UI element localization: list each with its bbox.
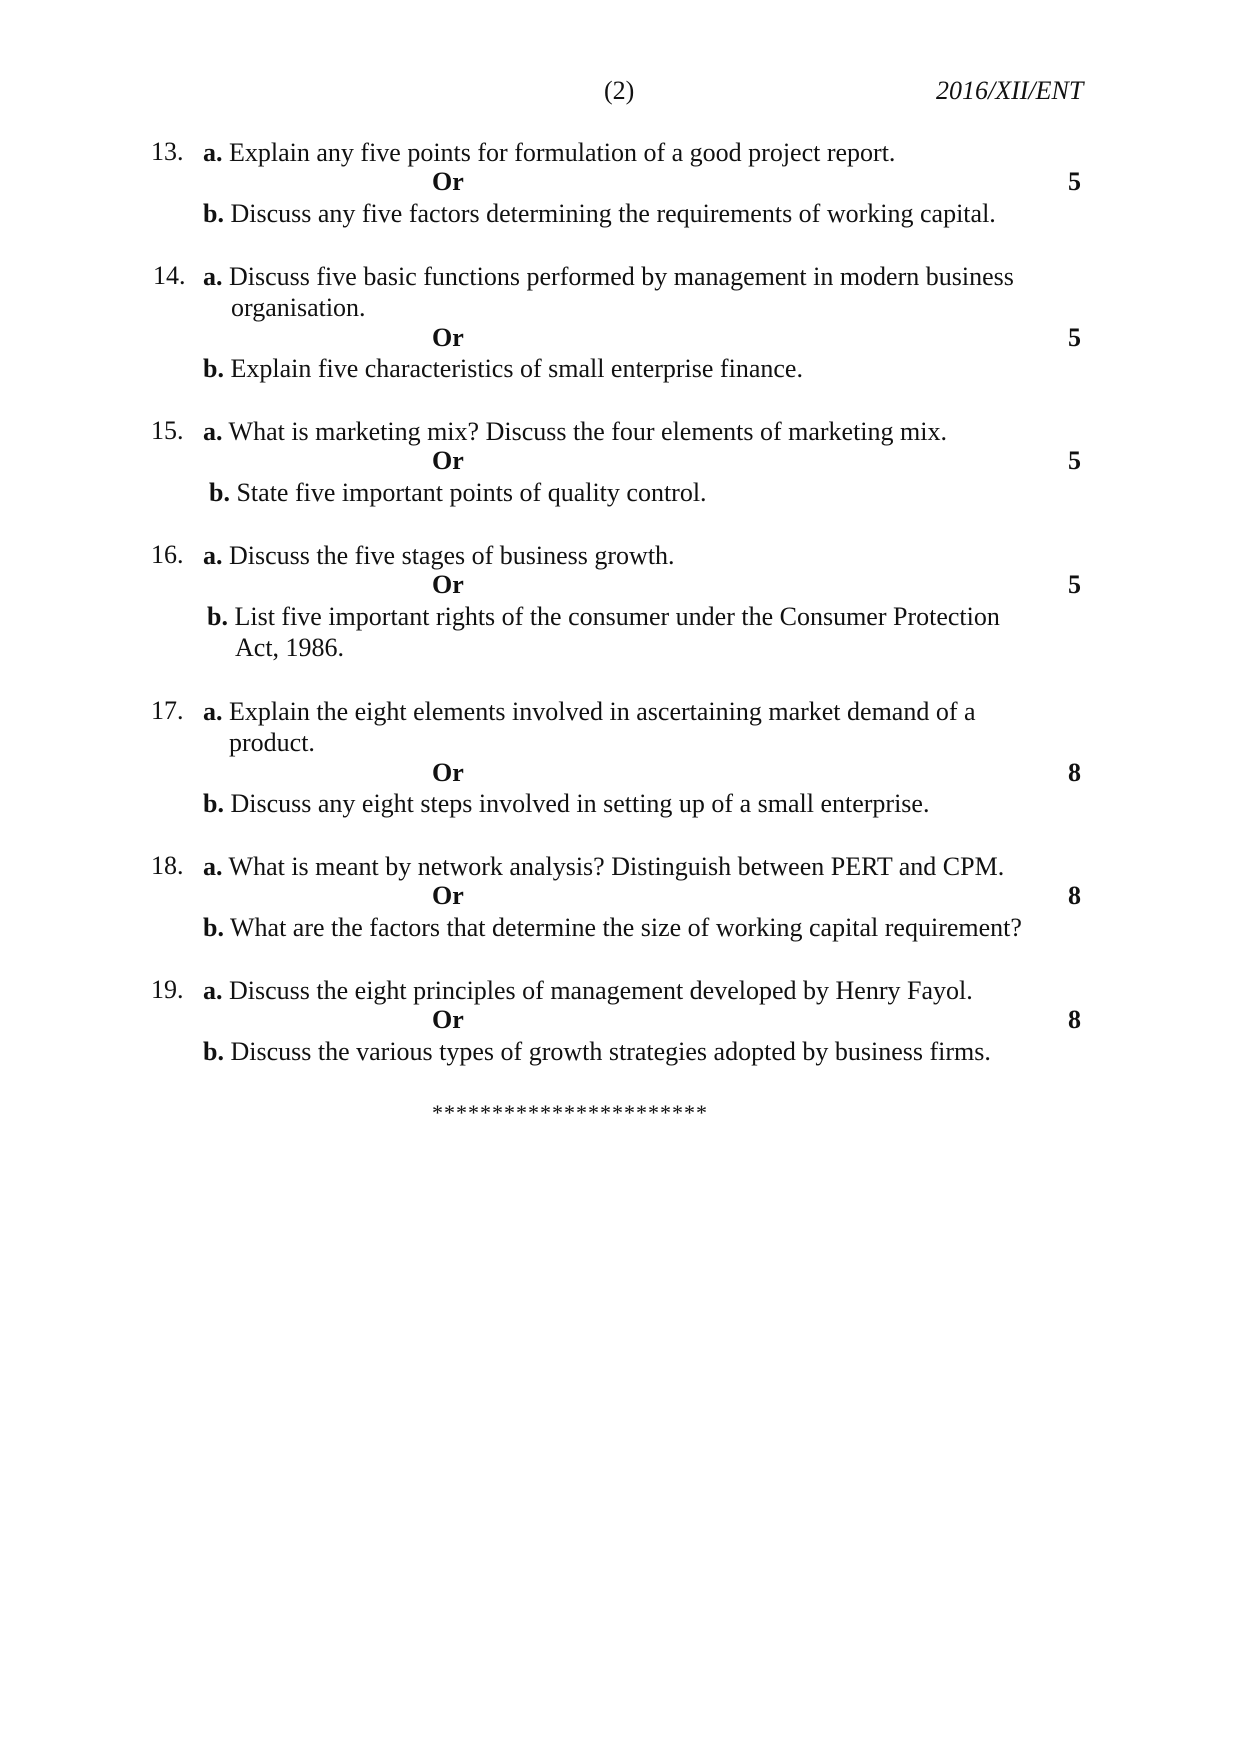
question-number: 17.	[151, 696, 184, 725]
option-a	[203, 137, 895, 168]
marks: 8	[1068, 881, 1081, 910]
or-separator: Or	[432, 323, 464, 352]
paper-code: 2016/XII/ENT	[936, 76, 1084, 105]
marks: 5	[1068, 167, 1081, 196]
option-b-label: b.	[203, 199, 224, 228]
option-b-continuation: Act, 1986.	[235, 633, 345, 662]
option-b	[203, 1036, 991, 1067]
or-separator: Or	[432, 167, 464, 196]
option-b-label: b.	[203, 789, 224, 818]
option-a-text: What is meant by network analysis? Distinguish between PERT and CPM.	[228, 852, 1005, 881]
question-number: 18.	[151, 851, 184, 880]
or-separator: Or	[432, 446, 464, 475]
option-b-text: List five important rights of the consumer under the Consumer Protection	[234, 602, 1000, 631]
question-number: 13.	[151, 137, 184, 166]
marks: 5	[1068, 570, 1081, 599]
option-a-text: Discuss five basic functions performed by management in modern business	[229, 262, 1014, 291]
option-a-label: a.	[203, 697, 223, 726]
option-b-text: State five important points of quality control.	[236, 478, 707, 507]
option-b	[203, 198, 996, 229]
option-a	[203, 696, 976, 758]
option-a	[203, 416, 947, 447]
option-a-text: Explain the eight elements involved in ascertaining market demand of a	[229, 697, 976, 726]
option-b	[203, 912, 1022, 943]
option-b-text: Discuss the various types of growth strategies adopted by business firms.	[230, 1037, 991, 1066]
option-b-label: b.	[207, 602, 228, 631]
option-a-label: a.	[203, 262, 223, 291]
question-number: 14.	[153, 261, 186, 290]
option-a-text: What is marketing mix? Discuss the four elements of marketing mix.	[228, 417, 947, 446]
option-b-text: Explain five characteristics of small enterprise finance.	[230, 354, 803, 383]
option-a-label: a.	[203, 417, 223, 446]
or-separator: Or	[432, 758, 464, 787]
option-a-label: a.	[203, 138, 223, 167]
or-separator: Or	[432, 1005, 464, 1034]
option-b-text: Discuss any eight steps involved in setting up of a small enterprise.	[230, 789, 930, 818]
or-separator: Or	[432, 570, 464, 599]
option-a	[203, 975, 973, 1006]
option-b	[207, 601, 1000, 663]
question-number: 19.	[151, 975, 184, 1004]
option-a-text: Explain any five points for formulation of a good project report.	[229, 138, 896, 167]
option-b-label: b.	[203, 1037, 224, 1066]
option-b-label: b.	[209, 478, 230, 507]
end-marker: ***********************	[432, 1100, 708, 1125]
option-b-label: b.	[203, 913, 224, 942]
marks: 8	[1068, 758, 1081, 787]
option-a	[203, 851, 1004, 882]
option-a-continuation: product.	[229, 728, 315, 757]
page-number: (2)	[604, 76, 635, 105]
option-a-text: Discuss the eight principles of management developed by Henry Fayol.	[229, 976, 973, 1005]
option-a-continuation: organisation.	[231, 293, 366, 322]
question-number: 16.	[151, 540, 184, 569]
option-a-label: a.	[203, 976, 223, 1005]
option-b-text: Discuss any five factors determining the requirements of working capital.	[230, 199, 996, 228]
option-a-label: a.	[203, 541, 223, 570]
option-a	[203, 261, 1014, 323]
marks: 8	[1068, 1005, 1081, 1034]
option-b	[203, 353, 803, 384]
option-b-text: What are the factors that determine the size of working capital requirement?	[230, 913, 1022, 942]
question-number: 15.	[151, 416, 184, 445]
option-a-label: a.	[203, 852, 223, 881]
option-a	[203, 540, 675, 571]
marks: 5	[1068, 446, 1081, 475]
option-b	[203, 788, 929, 819]
or-separator: Or	[432, 881, 464, 910]
option-b	[209, 477, 707, 508]
option-b-label: b.	[203, 354, 224, 383]
option-a-text: Discuss the five stages of business growth.	[229, 541, 675, 570]
marks: 5	[1068, 323, 1081, 352]
